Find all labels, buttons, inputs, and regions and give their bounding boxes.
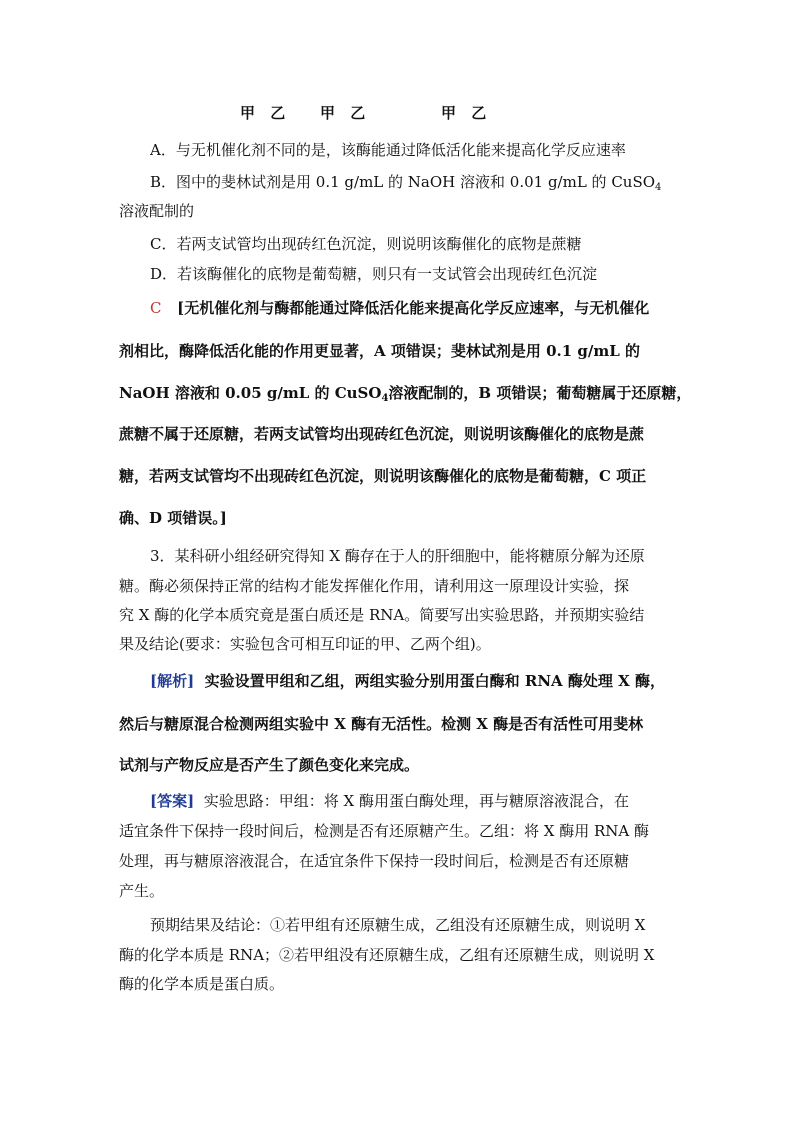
answer-text-1: [无机催化剂与酶都能通过降低活化能来提高化学反应速率，与无机催化 <box>177 299 650 317</box>
answer3-line-3: 处理，再与糖原溶液混合，在适宜条件下保持一段时间后，检测是否有还原糖 <box>119 852 630 870</box>
option-b-cont: 溶液配制的 <box>119 202 195 220</box>
analysis-text-1: 实验设置甲组和乙组，两组实验分别用蛋白酶和 RNA 酶处理 X 酶， <box>204 672 666 690</box>
answer-letter: C <box>150 299 162 317</box>
answer3-text-1: 实验思路：甲组：将 X 酶用蛋白酶处理，再与糖原溶液混合，在 <box>203 792 629 810</box>
result-line-2: 酶的化学本质是 RNA；②若甲组没有还原糖生成，乙组有还原糖生成，则说明 X <box>119 946 655 964</box>
answer3-line-1 <box>150 791 629 811</box>
analysis-line-3: 试剂与产物反应是否产生了颜色变化来完成。 <box>119 756 420 774</box>
analysis-line-1 <box>150 671 665 691</box>
question-3-line-3: 究 X 酶的化学本质究竟是蛋白质还是 RNA。简要写出实验思路，并预期实验结 <box>119 606 645 624</box>
question-3-line-2: 糖。酶必须保持正常的结构才能发挥催化作用，请利用这一原理设计实验，探 <box>119 577 630 595</box>
option-b <box>150 172 661 198</box>
option-d: D．若该酶催化的底物是葡萄糖，则只有一支试管会出现砖红色沉淀 <box>150 265 598 283</box>
answer-text-3b: 溶液配制的，B 项错误；葡萄糖属于还原糖， <box>388 384 692 402</box>
answer3-line-4: 产生。 <box>119 882 165 900</box>
answer3-tag: [答案] <box>150 792 195 810</box>
option-a: A．与无机催化剂不同的是，该酶能通过降低活化能来提高化学反应速率 <box>150 141 626 159</box>
option-b-subscript: 4 <box>655 182 662 193</box>
answer-line-1 <box>150 298 649 318</box>
analysis-tag: [解析] <box>150 672 195 690</box>
answer-subscript: 4 <box>381 393 389 404</box>
answer3-line-2: 适宜条件下保持一段时间后，检测是否有还原糖产生。乙组：将 X 酶用 RNA 酶 <box>119 822 650 840</box>
option-b-text: B．图中的斐林试剂是用 0.1 g/mL 的 NaOH 溶液和 0.01 g/mL 的 CuSO <box>150 173 656 191</box>
result-line-1: 预期结果及结论：①若甲组有还原糖生成，乙组没有还原糖生成，则说明 X <box>150 916 646 934</box>
answer-line-6: 确、D 项错误。] <box>119 509 227 527</box>
option-c: C．若两支试管均出现砖红色沉淀，则说明该酶催化的底物是蔗糖 <box>150 235 582 253</box>
figure-label-1: 甲 乙 <box>240 104 291 122</box>
question-3-line-4: 果及结论(要求：实验包含可相互印证的甲、乙两个组)。 <box>119 635 491 653</box>
answer-line-4: 蔗糖不属于还原糖，若两支试管均出现砖红色沉淀，则说明该酶催化的底物是蔗 <box>119 425 645 443</box>
answer-line-3 <box>119 383 691 409</box>
answer-text-3a: NaOH 溶液和 0.05 g/mL 的 CuSO <box>119 384 382 402</box>
figure-label-2: 甲 乙 <box>320 104 371 122</box>
answer-line-2: 剂相比，酶降低活化能的作用更显著，A 项错误；斐林试剂是用 0.1 g/mL 的 <box>119 342 641 360</box>
analysis-line-2: 然后与糖原混合检测两组实验中 X 酶有无活性。检测 X 酶是否有活性可用斐林 <box>119 715 644 733</box>
result-line-3: 酶的化学本质是蛋白质。 <box>119 975 285 993</box>
question-3-line-1: 3．某科研小组经研究得知 X 酶存在于人的肝细胞中，能将糖原分解为还原 <box>150 547 645 565</box>
figure-label-3: 甲 乙 <box>441 104 492 122</box>
answer-line-5: 糖，若两支试管均不出现砖红色沉淀，则说明该酶催化的底物是葡萄糖，C 项正 <box>119 467 647 485</box>
